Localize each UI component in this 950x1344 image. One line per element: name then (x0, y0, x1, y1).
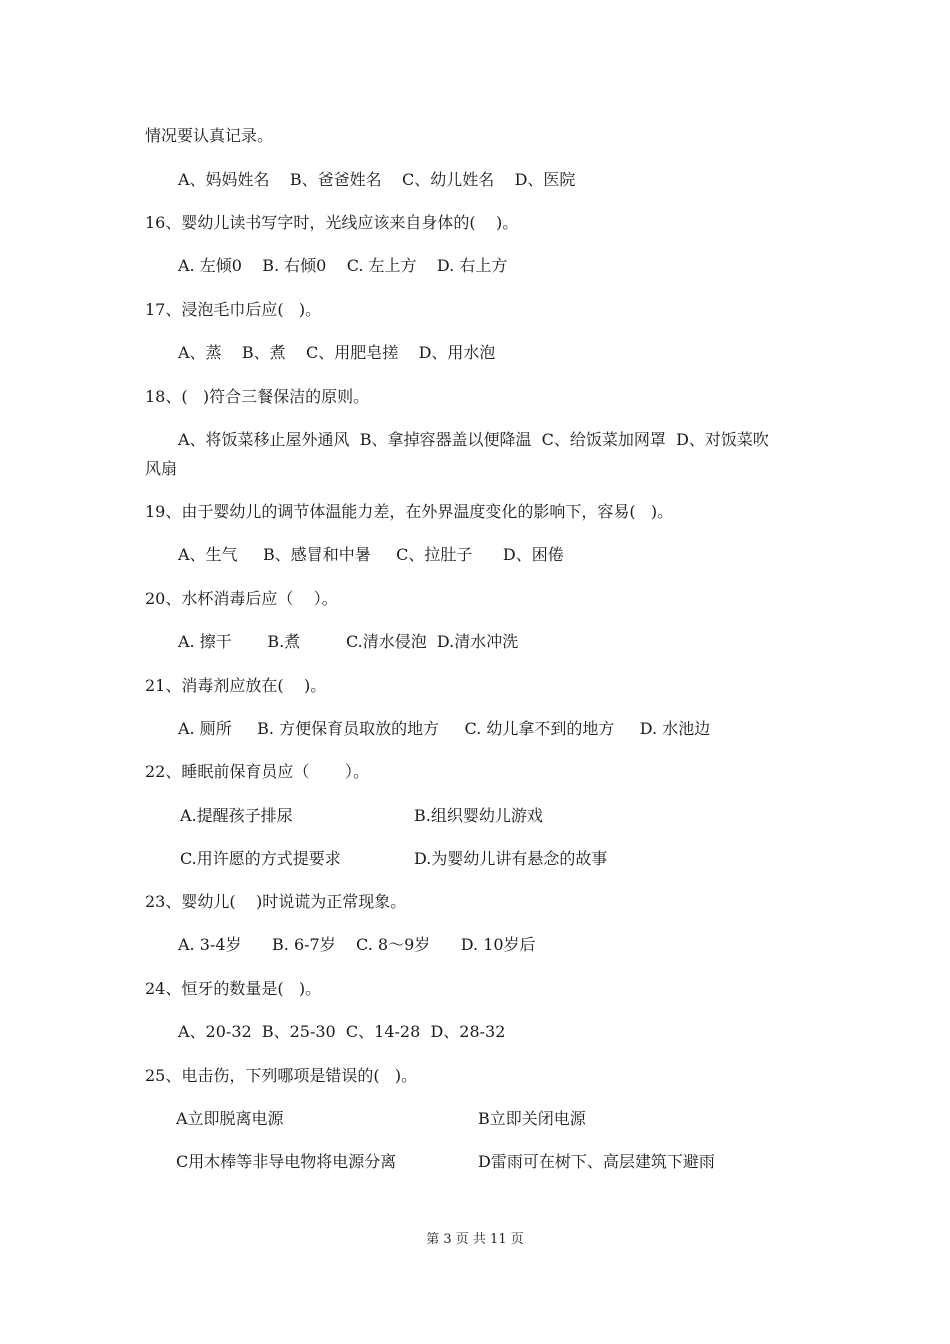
q15-continuation: 情况要认真记录。 (145, 126, 274, 145)
q22-option-c: C.用许愿的方式提要求 (180, 849, 341, 868)
q25-option-b: B立即关闭电源 (478, 1109, 586, 1128)
q15-options: A、妈妈姓名 B、爸爸姓名 C、幼儿姓名 D、医院 (178, 170, 576, 189)
q20-stem: 20、水杯消毒后应（ ）。 (145, 589, 338, 608)
q16-options: A. 左倾0 B. 右倾0 C. 左上方 D. 右上方 (178, 256, 508, 275)
q22-option-b: B.组织婴幼儿游戏 (414, 806, 543, 825)
q24-stem: 24、恒牙的数量是( )。 (145, 979, 322, 998)
q25-stem: 25、电击伤，下列哪项是错误的( )。 (145, 1066, 418, 1085)
q22-option-a: A.提醒孩子排尿 (180, 806, 293, 825)
q24-options: A、20-32 B、25-30 C、14-28 D、28-32 (178, 1022, 506, 1041)
q25-option-c: C用木棒等非导电物将电源分离 (176, 1152, 397, 1171)
q25-option-a: A立即脱离电源 (176, 1109, 284, 1128)
q22-stem: 22、睡眠前保育员应（ ）。 (145, 762, 369, 781)
q22-option-d: D.为婴幼儿讲有悬念的故事 (414, 849, 608, 868)
page-footer: 第 3 页 共 11 页 (426, 1232, 524, 1247)
q17-stem: 17、浸泡毛巾后应( )。 (145, 300, 322, 319)
q21-options: A. 厕所 B. 方便保育员取放的地方 C. 幼儿拿不到的地方 D. 水池边 (178, 719, 711, 738)
q23-options: A. 3-4岁 B. 6-7岁 C. 8～9岁 D. 10岁后 (178, 935, 536, 954)
q18-options-wrap: 风扇 (145, 459, 178, 478)
q18-options: A、将饭菜移止屋外通风 B、拿掉容器盖以便降温 C、给饭菜加网罩 D、对饭菜吹 (178, 430, 769, 449)
q18-stem: 18、( )符合三餐保洁的原则。 (145, 387, 370, 406)
q19-options: A、生气 B、感冒和中暑 C、拉肚子 D、困倦 (178, 545, 564, 564)
q17-options: A、蒸 B、煮 C、用肥皂搓 D、用水泡 (178, 343, 496, 362)
q19-stem: 19、由于婴幼儿的调节体温能力差，在外界温度变化的影响下，容易( )。 (145, 502, 674, 521)
q25-option-d: D雷雨可在树下、高层建筑下避雨 (478, 1152, 715, 1171)
q16-stem: 16、婴幼儿读书写字时，光线应该来自身体的( )。 (145, 213, 519, 232)
q21-stem: 21、消毒剂应放在( )。 (145, 676, 327, 695)
q23-stem: 23、婴幼儿( )时说谎为正常现象。 (145, 892, 407, 911)
q20-options: A. 擦干 B.煮 C.清水侵泡 D.清水冲洗 (178, 632, 519, 651)
